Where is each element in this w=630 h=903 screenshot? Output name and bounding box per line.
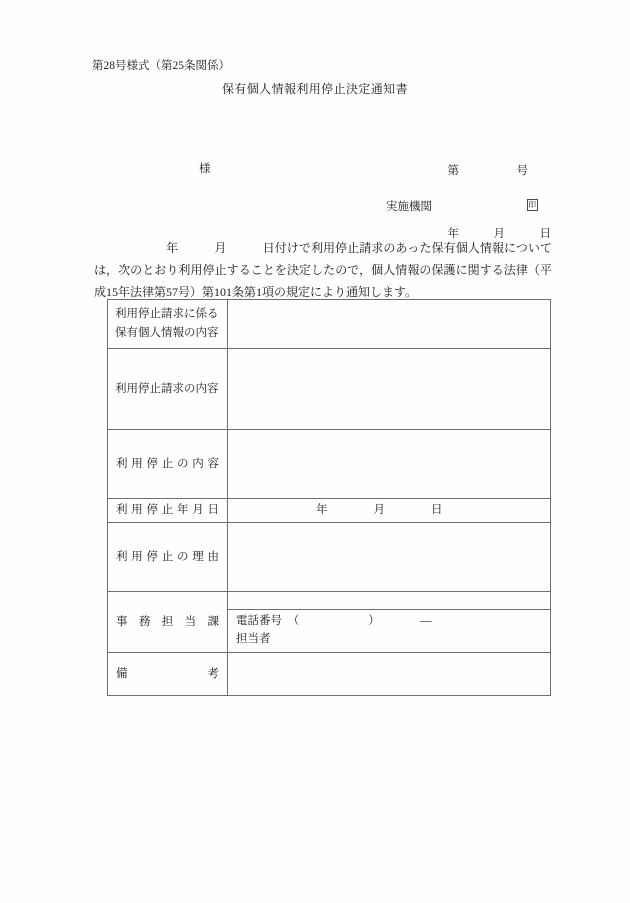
row-value-suspension-content[interactable]: [228, 430, 551, 499]
agency-label: 実施機関: [386, 201, 432, 213]
row-value-request-content[interactable]: [228, 349, 551, 430]
body-line-rest: とおり利用停止することを決定したので，個人情報の保護に関する法律（平成15年法律第57号）第101条第1項の規定により通知します。: [94, 263, 552, 299]
table-row: [108, 349, 551, 430]
label-text: 利用停止の理由: [116, 550, 219, 563]
row-label-request-content: [108, 349, 228, 430]
value-text: [228, 554, 550, 560]
contact-block: [228, 610, 550, 652]
label-line-1: 利用停止請求に係る: [115, 308, 219, 320]
reference-number-line: 第 号: [447, 165, 528, 177]
label-line-2: 保有個人情報の内容: [115, 327, 219, 339]
value-text: [228, 461, 550, 467]
table-row: [108, 653, 551, 696]
label-text-block: [108, 300, 227, 348]
table-row: [108, 499, 551, 523]
form-number: 第28号様式（第25条関係）: [92, 60, 230, 72]
row-value-remarks[interactable]: [228, 653, 551, 696]
value-text: 年 月 日: [316, 504, 443, 516]
row-label-suspension-reason: [108, 523, 228, 592]
table-row: [108, 592, 551, 610]
row-label-suspension-date: [108, 499, 228, 523]
body-paragraph: [94, 237, 552, 303]
agency-line: [386, 198, 538, 214]
person-line: 担当者: [236, 633, 271, 645]
table-row: [108, 300, 551, 349]
label-text: 利用停止請求の内容: [115, 382, 219, 395]
value-text: [228, 671, 550, 677]
table-row: [108, 523, 551, 592]
value-text: [228, 386, 550, 392]
label-text: 備考: [116, 667, 219, 680]
label-text: 利用停止年月日: [116, 504, 219, 516]
phone-line: 電話番号 （ ） ―: [236, 615, 432, 627]
seal-icon: 印: [528, 200, 536, 210]
body-line-date: 年 月 日付けで利用停止請求のあった保有個人情報については，次の: [94, 241, 552, 277]
label-text: 利用停止の内容: [116, 457, 219, 470]
row-label-request-target: [108, 300, 228, 349]
row-value-request-target[interactable]: [228, 300, 551, 349]
row-value-suspension-reason[interactable]: [228, 523, 551, 592]
row-value-department-contact[interactable]: [228, 610, 551, 653]
addressee-suffix: 様: [199, 163, 211, 175]
page-title: 保有個人情報利用停止決定通知書: [221, 82, 408, 96]
table-row: [108, 430, 551, 499]
label-text: 事務担当課: [116, 615, 219, 628]
row-label-department: [108, 592, 228, 653]
value-text: [228, 321, 550, 327]
notification-table: [107, 299, 551, 696]
issue-date-line: 年 月 日: [447, 228, 551, 240]
row-label-suspension-content: [108, 430, 228, 499]
row-label-remarks: [108, 653, 228, 696]
row-value-department-name[interactable]: [228, 592, 551, 610]
row-value-suspension-date[interactable]: [228, 499, 551, 523]
